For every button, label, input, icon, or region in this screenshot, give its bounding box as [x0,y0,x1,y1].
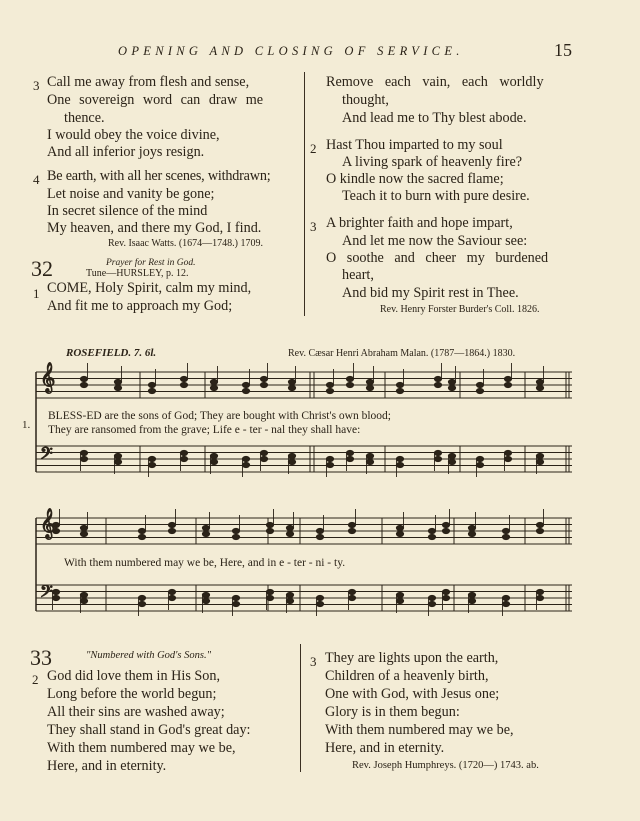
svg-text:𝄞: 𝄞 [40,363,56,393]
verse-line: Glory is in them begun: [325,704,460,720]
verse-line: thence. [64,110,105,126]
verse-line: Be earth, with all her scenes, withdrawn; [47,168,271,184]
page-number: 15 [554,40,572,60]
verse-line: Here, and in eternity. [325,740,445,756]
verse-line: God did love them in His Son, [47,668,221,684]
verse-line: And fit me to approach my God; [47,298,233,314]
verse-line: heart, [342,267,374,283]
hymn-title: "Numbered with God's Sons." [86,650,212,661]
svg-text:𝄢: 𝄢 [40,443,53,467]
lyric-line: They are ransomed from the grave; Life e - ter - nal they shall have: [48,424,361,436]
verse-line: O kindle now the sacred flame; [326,171,504,187]
verse-line: Remove each vain, each worldly [326,74,544,90]
hymn-attribution: Rev. Henry Forster Burder's Coll. 1826. [380,304,540,315]
verse-line: thought, [342,92,389,108]
verse-line: With them numbered may we be, [325,722,514,738]
verse-line: One sovereign word can draw me [47,92,264,108]
verse-line: And bid my Spirit rest in Thee. [342,285,519,301]
verse-line: A brighter faith and hope impart, [326,215,513,231]
column-divider-bottom [300,644,301,772]
verse-line: My heaven, and there my God, I find. [47,220,262,236]
hymn-attribution: Rev. Isaac Watts. (1674—1748.) 1709. [108,238,263,249]
composer-attribution: Rev. Cæsar Henri Abraham Malan. (1787—1864.) 1830. [288,348,516,359]
verse-number: 1 [33,286,40,301]
verse-line: Call me away from flesh and sense, [47,74,250,90]
tune-reference: Tune—HURSLEY, p. 12. [86,268,189,279]
verse-line: Here, and in eternity. [47,758,167,774]
verse-label: 1. [22,419,31,431]
verse-line: In secret silence of the mind [47,203,208,219]
lyric-line: BLESS-ED are the sons of God; They are bought with Christ's own blood; [48,410,391,422]
hymn-number: 32 [31,256,53,281]
verse-number: 3 [310,654,317,669]
verse-line: I would obey the voice divine, [47,127,220,143]
verse-line: Children of a heavenly birth, [325,668,489,684]
verse-number: 3 [33,78,40,93]
verse-line: Hast Thou imparted to my soul [326,137,503,153]
verse-line: And let me now the Saviour see: [342,233,528,249]
verse-line: All their sins are washed away; [47,704,225,720]
verse-line: O soothe and cheer my burdened [326,250,549,266]
svg-text:𝄢: 𝄢 [40,581,53,605]
hymn-number: 33 [30,645,52,670]
verse-line: One with God, with Jesus one; [325,686,500,702]
verse-line: Long before the world begun; [47,686,217,702]
verse-line: And lead me to Thy blest abode. [342,110,527,126]
hymn-attribution: Rev. Joseph Humphreys. (1720—) 1743. ab. [352,760,539,771]
verse-line: And all inferior joys resign. [47,144,205,160]
verse-line: They shall stand in God's great day: [47,722,251,738]
verse-line: With them numbered may we be, [47,740,236,756]
verse-number: 2 [32,672,39,687]
verse-number: 4 [33,172,40,187]
verse-line: COME, Holy Spirit, calm my mind, [47,280,252,296]
verse-number: 3 [310,219,317,234]
verse-line: Teach it to burn with pure desire. [342,188,530,204]
lyric-line: With them numbered may we be, Here, and in e - ter - ni - ty. [64,557,346,569]
verse-line: They are lights upon the earth, [325,650,499,666]
verse-number: 2 [310,141,317,156]
verse-line: A living spark of heavenly fire? [342,154,523,170]
verse-line: Let noise and vanity be gone; [47,186,215,202]
svg-text:𝄞: 𝄞 [40,509,56,539]
tune-name: ROSEFIELD. 7. 6l. [66,347,157,359]
running-title: OPENING AND CLOSING OF SERVICE. [118,44,464,58]
hymn-title: Prayer for Rest in God. [106,258,196,268]
